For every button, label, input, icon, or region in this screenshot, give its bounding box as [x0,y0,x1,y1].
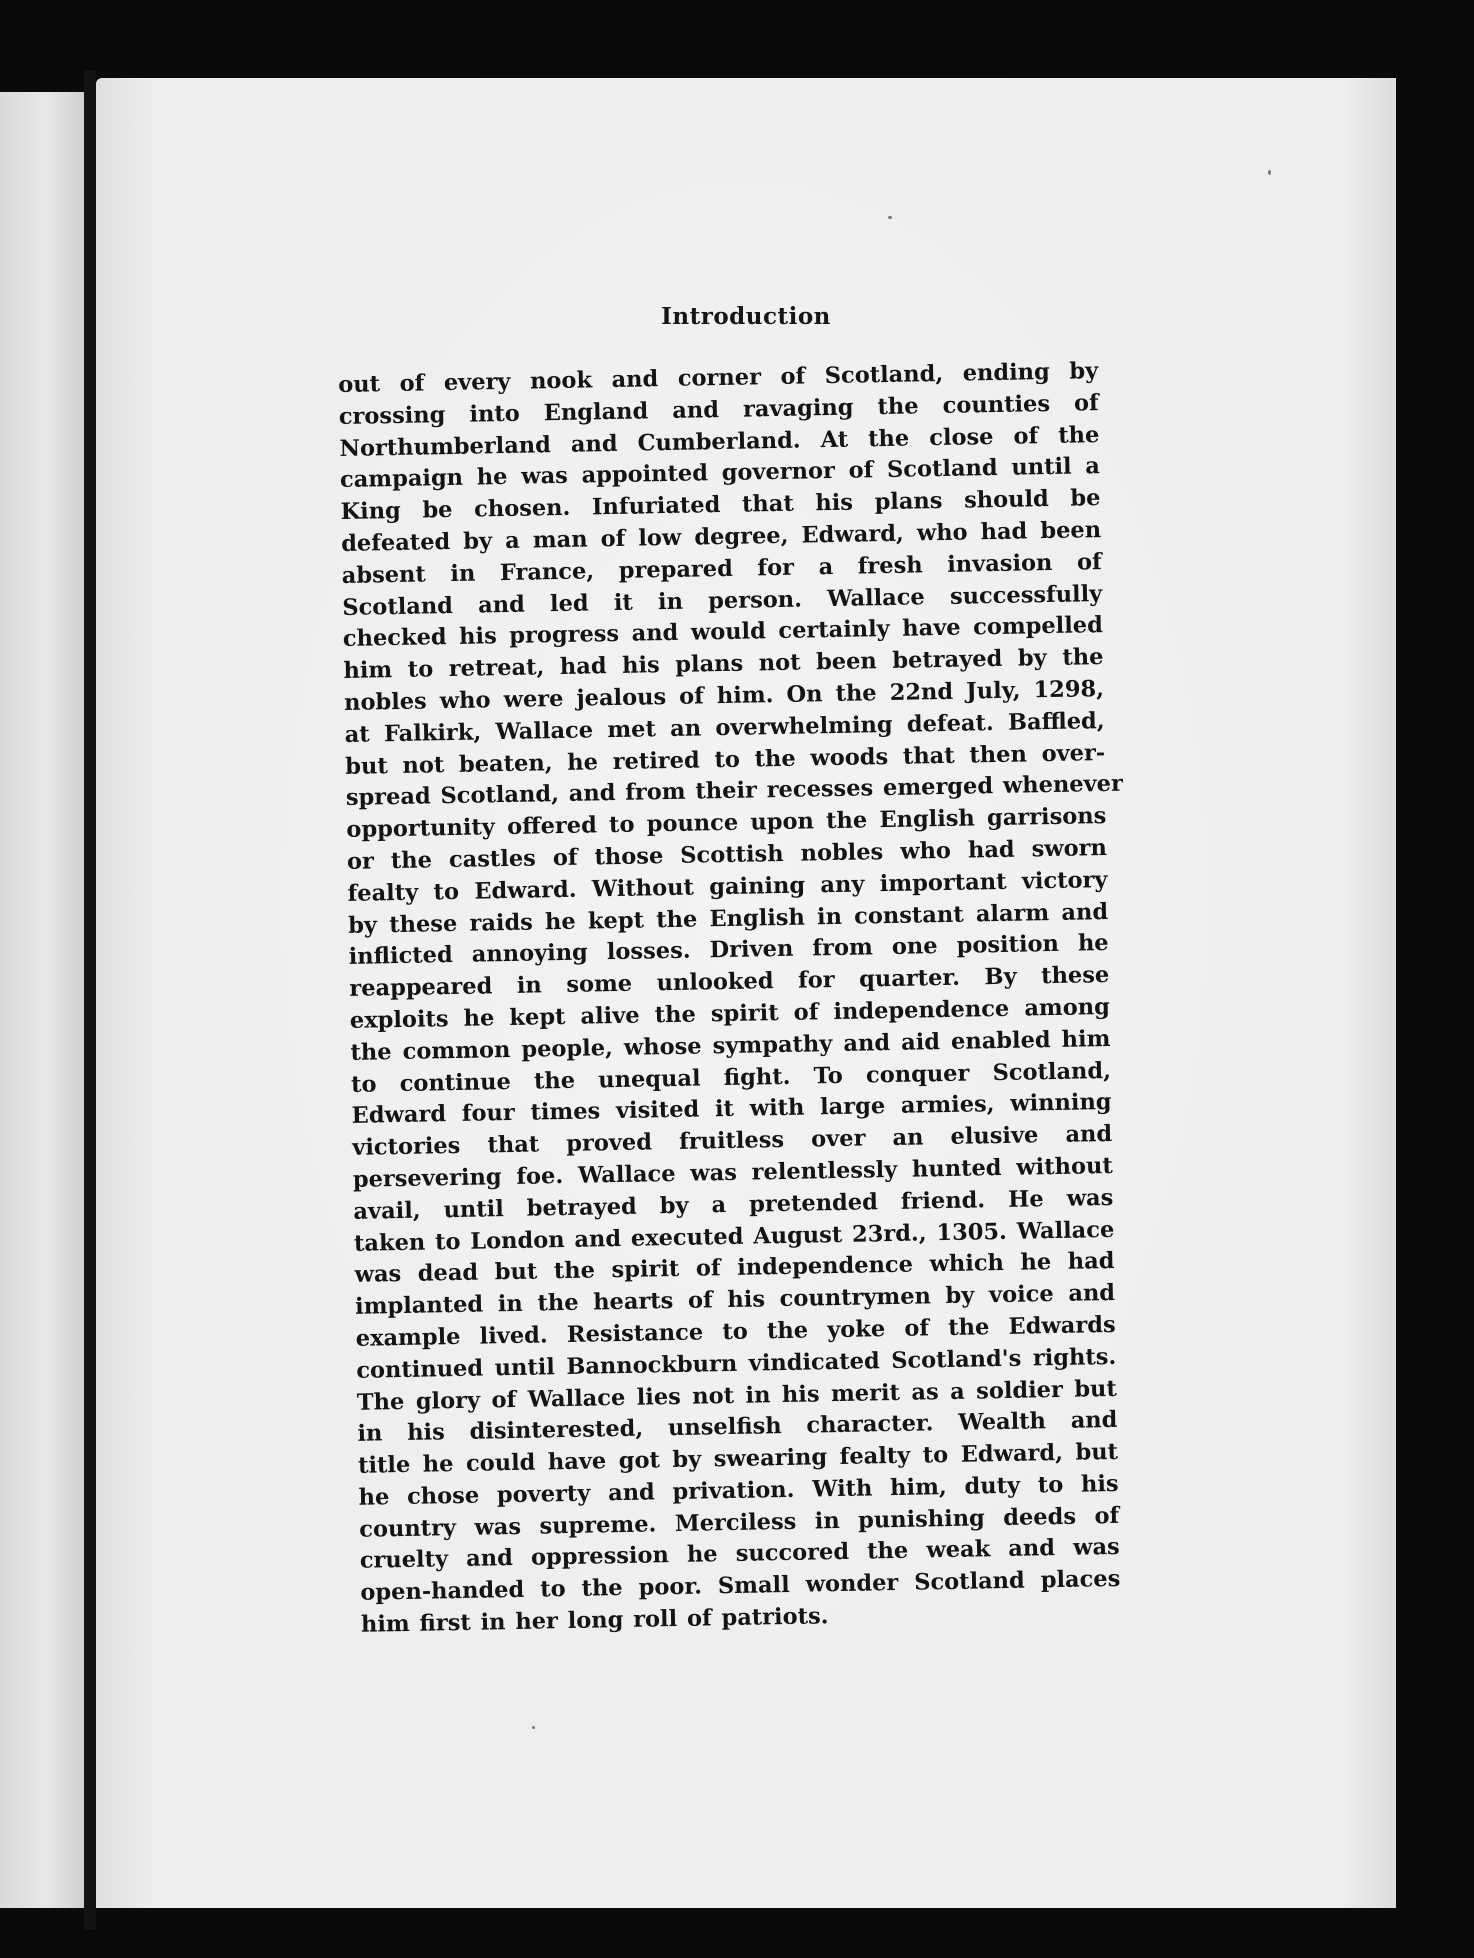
text-line: exploits he kept alive the spirit of independence among [349,993,1111,1034]
text-line: or the castles of those Scottish nobles who had sworn [346,834,1108,875]
text-line: at Falkirk, Wallace met an overwhelming defeat. Baffled, [344,707,1105,748]
scan-speck [1268,170,1271,175]
text-line: continued until Bannockburn vindicated Scotland's rights. [356,1343,1117,1384]
text-line: title he could have got by swearing fealty to Edward, but [357,1438,1119,1479]
text-line: defeated by a man of low degree, Edward, who had been [340,517,1102,557]
text-line: checked his progress and would certainly have compelled [342,612,1104,653]
scan-speck [532,1726,535,1729]
text-line: open-handed to the poor. Small wonder Scotland places [360,1566,1121,1607]
text-line: reappeared in some unlooked for quarter. By these [349,962,1110,1003]
text-line: was dead but the spirit of independence which he had [354,1248,1115,1289]
text-line: avail, until betrayed by a pretended friend. He was [353,1184,1114,1225]
text-line: Edward four times visited it with large armies, winning [351,1089,1112,1130]
text-line: opportunity offered to pounce upon the English garrisons [346,803,1107,844]
text-line: by these raids he kept the English in constant alarm and [347,898,1109,939]
text-line: implanted in the hearts of his countrymen by voice and [354,1280,1116,1320]
text-line: fealty to Edward. Without gaining any important victory [347,866,1108,907]
text-line: Scotland and led it in person. Wallace successfully [342,580,1103,621]
scan-speck [888,216,892,219]
text-line: The glory of Wallace lies not in his merit as a soldier but [356,1375,1118,1416]
text-line: example lived. Resistance to the yoke of the Edwards [355,1311,1116,1352]
book-gutter [84,70,96,1930]
text-line: in his disinterested, unselfish character. Wealth and [357,1407,1118,1448]
text-line: inflicted annoying losses. Driven from one position he [348,930,1109,971]
text-line: victories that proved fruitless over an elusive and [352,1121,1113,1161]
text-line: crossing into England and ravaging the counties of [338,389,1099,430]
text-line: taken to London and executed August 23rd., 1305. Wallace [353,1216,1115,1257]
text-line: to continue the unequal fight. To conquer Scotland, [350,1057,1112,1098]
text-line: Northumberland and Cumberland. At the close of the [339,421,1100,462]
text-line: him to retreat, had his plans not been betrayed by the [343,644,1104,685]
text-line: persevering foe. Wallace was relentlessly hunted without [352,1152,1113,1193]
text-line: him first in her long roll of patriots. [360,1603,829,1638]
text-line: nobles who were jealous of him. On the 22nd July, 1298, [343,675,1105,716]
running-head: Introduction [661,303,831,330]
text-line: country was supreme. Merciless in punishing deeds of [359,1502,1120,1543]
text-line: but not beaten, he retired to the woods that then over- [345,739,1106,780]
text-line: he chose poverty and privation. With him, duty to his [358,1470,1119,1511]
text-line: spread Scotland, and from their recesses emerged whenever [345,771,1124,812]
text-line: out of every nook and corner of Scotland, ending by [338,358,1099,398]
text-line: cruelty and oppression he succored the weak and was [359,1534,1120,1575]
text-line: the common people, whose sympathy and aid enabled him [350,1025,1111,1066]
text-line: absent in France, prepared for a fresh invasion of [341,548,1102,589]
body-paragraph [338,356,1124,1642]
book-page [96,78,1396,1908]
text-line: campaign he was appointed governor of Scotland until a [339,453,1101,494]
text-line: King be chosen. Infuriated that his plans should be [340,485,1101,526]
facing-page-edge [0,92,84,1908]
